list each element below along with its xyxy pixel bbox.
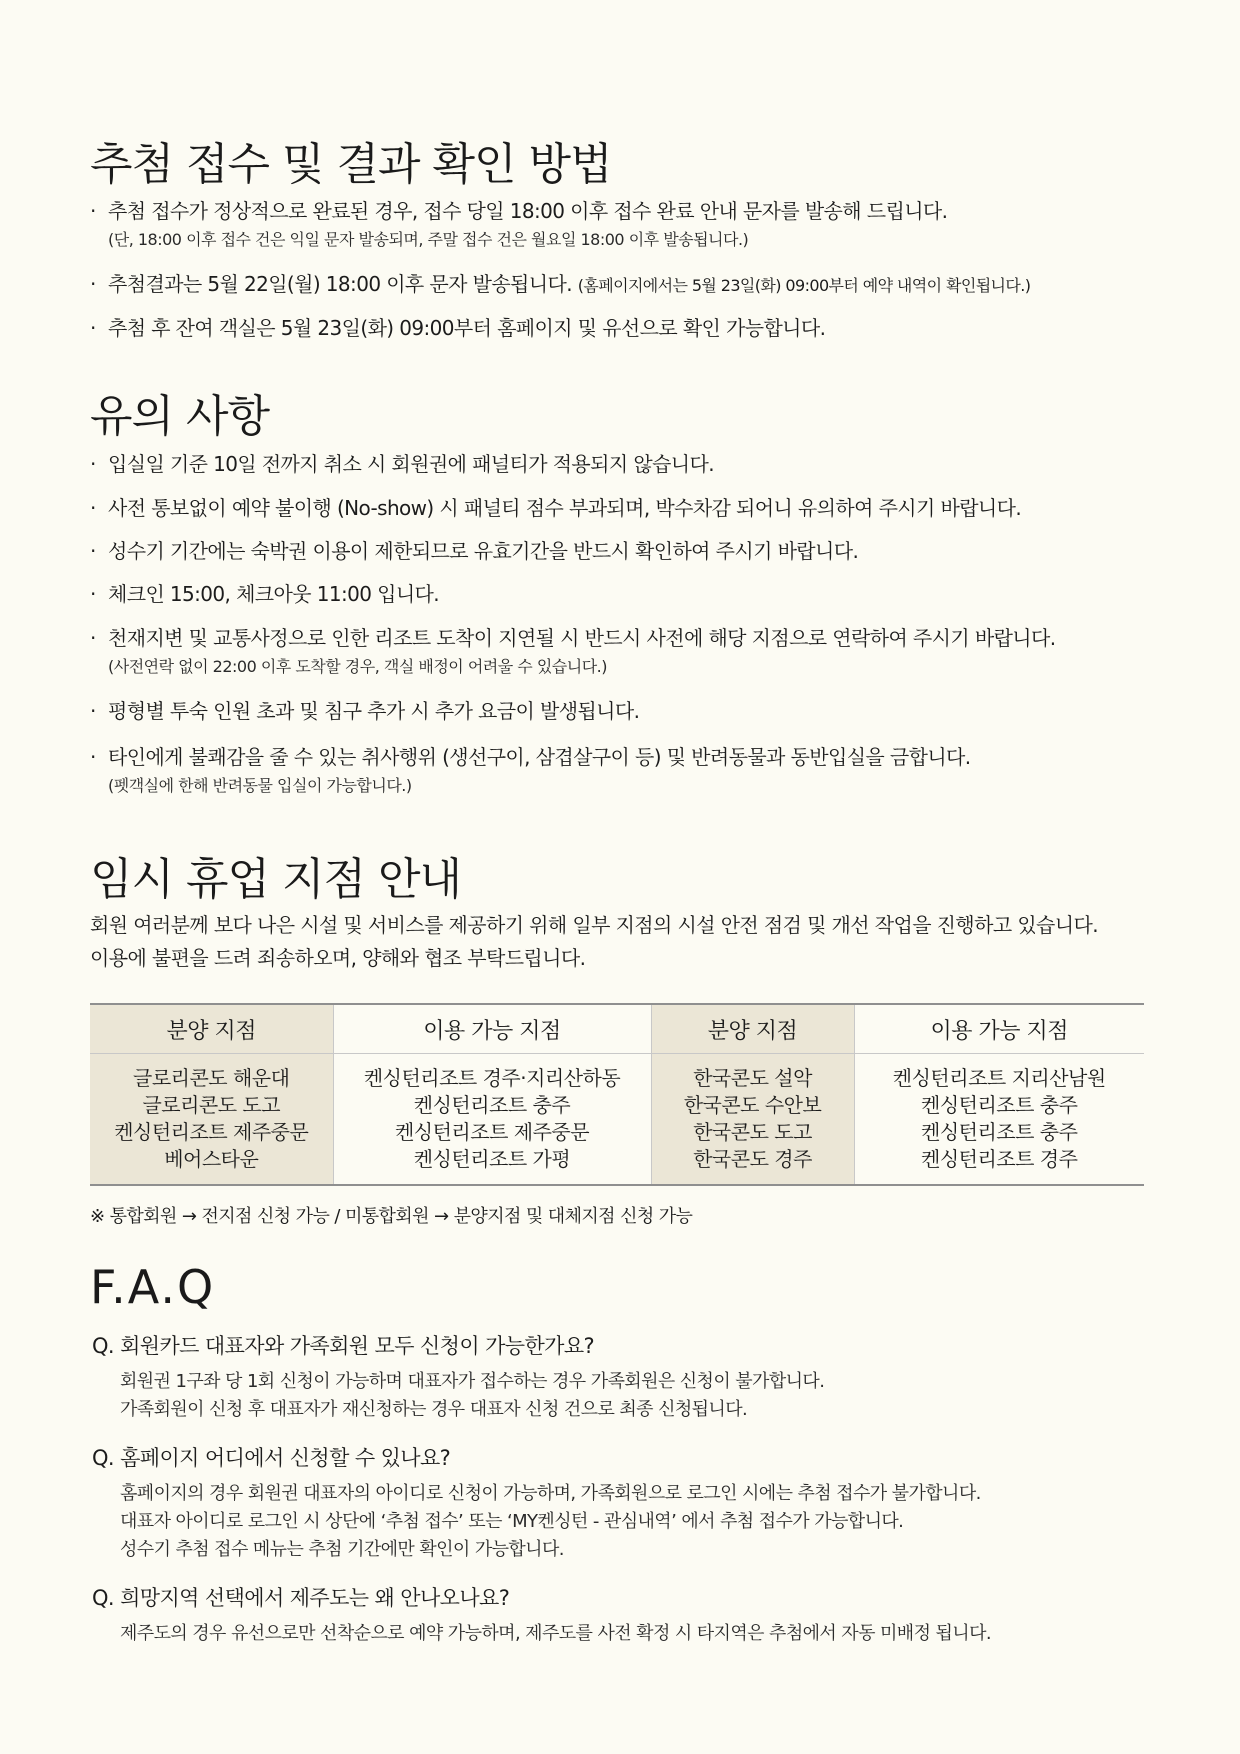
faq-answer-2 [120, 1480, 981, 1564]
faq-answer-1 [120, 1368, 824, 1424]
header-owned-branch: 분양 지점 [651, 1004, 854, 1054]
header-available-branch: 이용 가능 지점 [333, 1004, 651, 1054]
available-branch-cell [333, 1054, 651, 1186]
closure-section-title: 임시 휴업 지점 안내 [90, 854, 461, 905]
branch-name: 한국콘도 설악 [693, 1066, 812, 1090]
faq-answer-line: 회원권 1구좌 당 1회 신청이 가능하며 대표자가 접수하는 경우 가족회원은 신청이 불가합니다. [120, 1371, 825, 1392]
faq-answer-line: 성수기 추첨 접수 메뉴는 추첨 기간에만 확인이 가능합니다. [120, 1539, 564, 1560]
branch-name: 켄싱턴리조트 경주·지리산하동 [363, 1066, 621, 1090]
branch-name: 켄싱턴리조트 제주중문 [394, 1120, 590, 1144]
branch-name: 한국콘도 경주 [693, 1147, 812, 1171]
faq-question-3: Q. 희망지역 선택에서 제주도는 왜 안나오나요? [92, 1586, 510, 1610]
closure-intro-line-2: 이용에 불편을 드려 죄송하오며, 양해와 협조 부탁드립니다. [90, 946, 586, 970]
owned-branch-cell [90, 1054, 333, 1186]
branch-name: 켄싱턴리조트 충주 [413, 1093, 571, 1117]
caution-item-text: 체크인 15:00, 체크아웃 11:00 입니다. [108, 582, 440, 606]
branch-name: 베어스타운 [164, 1147, 259, 1171]
bullet: · [90, 539, 96, 563]
faq-section-title: F.A.Q [90, 1260, 216, 1314]
bullet: · [90, 626, 96, 650]
bullet: · [90, 452, 96, 476]
bullet: · [90, 272, 96, 296]
bullet: · [90, 582, 96, 606]
caution-item-text: 타인에게 불쾌감을 줄 수 있는 취사행위 (생선구이, 삼겹살구이 등) 및 반려동물과 동반입실을 금합니다. [108, 745, 971, 769]
header-available-branch: 이용 가능 지점 [854, 1004, 1144, 1054]
branch-name: 한국콘도 도고 [693, 1120, 812, 1144]
bullet: · [90, 496, 96, 520]
lottery-section-title: 추첨 접수 및 결과 확인 방법 [90, 139, 612, 190]
caution-item-text: 성수기 기간에는 숙박권 이용이 제한되므로 유효기간을 반드시 확인하여 주시기 바랍니다. [108, 539, 859, 563]
branch-table [90, 1003, 1144, 1186]
membership-footnote: ※ 통합회원 → 전지점 신청 가능 / 미통합회원 → 분양지점 및 대체지점 신청 가능 [90, 1206, 693, 1227]
branch-name: 글로리콘도 도고 [142, 1093, 281, 1117]
faq-answer-3 [120, 1620, 991, 1648]
caution-item-text: 평형별 투숙 인원 초과 및 침구 추가 시 추가 요금이 발생됩니다. [108, 699, 640, 723]
caution-item-5-note: (사전연락 없이 22:00 이후 도착할 경우, 객실 배정이 어려울 수 있습니다.) [108, 657, 607, 676]
owned-branch-cell [651, 1054, 854, 1186]
caution-item-text: 사전 통보없이 예약 불이행 (No-show) 시 패널티 점수 부과되며, 박수차감 되어니 유의하여 주시기 바랍니다. [108, 496, 1022, 520]
branch-name: 켄싱턴리조트 충주 [921, 1120, 1078, 1144]
faq-answer-line: 가족회원이 신청 후 대표자가 재신청하는 경우 대표자 신청 건으로 최종 신청됩니다. [120, 1399, 748, 1420]
lottery-item-text: 추첨 후 잔여 객실은 5월 23일(화) 09:00부터 홈페이지 및 유선으로 확인 가능합니다. [108, 316, 826, 340]
caution-item-text: 입실일 기준 10일 전까지 취소 시 회원권에 패널티가 적용되지 않습니다. [108, 452, 714, 476]
bullet: · [90, 199, 96, 223]
available-branch-cell [854, 1054, 1144, 1186]
faq-question-1: Q. 회원카드 대표자와 가족회원 모두 신청이 가능한가요? [92, 1334, 595, 1358]
bullet: · [90, 745, 96, 769]
branch-name: 한국콘도 수안보 [683, 1093, 822, 1117]
branch-name: 켄싱턴리조트 경주 [921, 1147, 1078, 1171]
lottery-item-2-small: (홈페이지에서는 5월 23일(화) 09:00부터 예약 내역이 확인됩니다.) [577, 276, 1031, 295]
branch-name: 글로리콘도 해운대 [133, 1066, 290, 1090]
branch-name: 켄싱턴리조트 지리산남원 [892, 1066, 1106, 1090]
closure-intro-line-1: 회원 여러분께 보다 나은 시설 및 서비스를 제공하기 위해 일부 지점의 시설 안전 점검 및 개선 작업을 진행하고 있습니다. [90, 913, 1098, 937]
caution-section-title: 유의 사항 [90, 391, 270, 442]
branch-table-header-row [90, 1004, 1144, 1054]
caution-item-7-note: (펫객실에 한해 반려동물 입실이 가능합니다.) [108, 776, 412, 795]
faq-question-2: Q. 홈페이지 어디에서 신청할 수 있나요? [92, 1446, 451, 1470]
faq-answer-line: 제주도의 경우 유선으로만 선착순으로 예약 가능하며, 제주도를 사전 확정 시 타지역은 추첨에서 자동 미배정 됩니다. [120, 1623, 991, 1644]
lottery-item-text: 추첨 접수가 정상적으로 완료된 경우, 접수 당일 18:00 이후 접수 완료 안내 문자를 발송해 드립니다. [108, 199, 948, 223]
caution-item-text: 천재지변 및 교통사정으로 인한 리조트 도착이 지연될 시 반드시 사전에 해당 지점으로 연락하여 주시기 바랍니다. [108, 626, 1056, 650]
faq-answer-line: 대표자 아이디로 로그인 시 상단에 ‘추첨 접수’ 또는 ‘MY켄싱턴 - 관심내역’ 에서 추첨 접수가 가능합니다. [120, 1511, 904, 1532]
branch-table-row [90, 1054, 1144, 1186]
bullet: · [90, 699, 96, 723]
bullet: · [90, 316, 96, 340]
lottery-item-1-note: (단, 18:00 이후 접수 건은 익일 문자 발송되며, 주말 접수 건은 월요일 18:00 이후 발송됩니다.) [108, 230, 749, 249]
branch-name: 켄싱턴리조트 가평 [413, 1147, 571, 1171]
branch-name: 켄싱턴리조트 충주 [921, 1093, 1078, 1117]
header-owned-branch: 분양 지점 [90, 1004, 333, 1054]
lottery-item-text: 추첨결과는 5월 22일(월) 18:00 이후 문자 발송됩니다. [108, 272, 572, 296]
branch-name: 켄싱턴리조트 제주중문 [114, 1120, 309, 1144]
faq-answer-line: 홈페이지의 경우 회원권 대표자의 아이디로 신청이 가능하며, 가족회원으로 로그인 시에는 추첨 접수가 불가합니다. [120, 1483, 981, 1504]
